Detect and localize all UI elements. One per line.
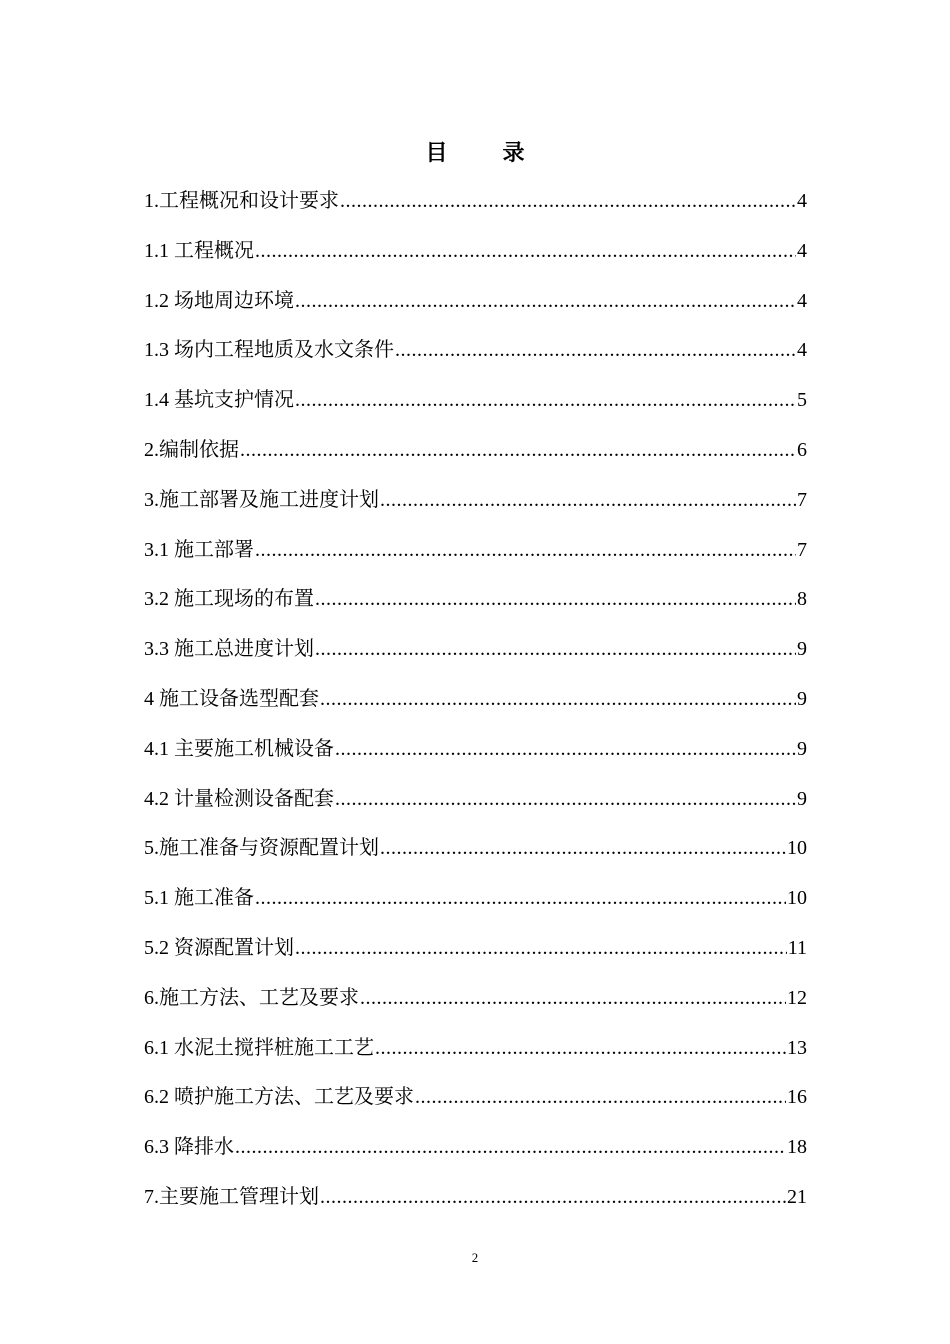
toc-entry[interactable] [144,1083,807,1133]
toc-entry[interactable] [144,1183,807,1233]
toc-entry-page: 11 [787,936,807,959]
toc-dot-leader [360,984,786,1012]
toc-entry-page: 5 [797,389,807,412]
toc-dot-leader [240,436,796,464]
toc-entry-label: 4.2 计量检测设备配套 [144,787,334,810]
toc-entry[interactable] [144,486,807,536]
toc-entry-label: 3.2 施工现场的布置 [144,588,314,611]
toc-entry[interactable] [144,536,807,586]
toc-entry-label: 6.1 水泥土搅拌桩施工工艺 [144,1036,374,1059]
toc-entry-page: 13 [787,1036,807,1059]
toc-entry[interactable] [144,685,807,735]
toc-dot-leader [255,884,786,912]
toc-dot-leader [335,735,796,763]
toc-dot-leader [235,1133,786,1161]
toc-entry-page: 9 [797,687,807,710]
toc-dot-leader [320,685,796,713]
toc-entry-label: 5.1 施工准备 [144,887,254,910]
toc-entry-label: 6.2 喷护施工方法、工艺及要求 [144,1086,414,1109]
toc-entry-page: 18 [787,1136,807,1159]
toc-entry-label: 1.工程概况和设计要求 [144,190,339,212]
toc-entry-label: 1.1 工程概况 [144,239,254,262]
toc-dot-leader [320,1183,786,1211]
toc-entry-page: 8 [797,588,807,611]
toc-entry-page: 9 [797,737,807,760]
toc-entry-page: 7 [797,488,807,511]
toc-title: 目 录 [425,140,525,165]
toc-entry[interactable] [144,187,807,237]
toc-dot-leader [295,386,796,414]
toc-entry[interactable] [144,934,807,984]
toc-entry[interactable] [144,336,807,386]
toc-entry[interactable] [144,436,807,486]
toc-dot-leader [380,834,786,862]
toc-entry-label: 1.4 基坑支护情况 [144,389,294,412]
toc-entry-page: 4 [797,190,807,212]
toc-entry-page: 6 [797,438,807,461]
toc-entry[interactable] [144,785,807,835]
toc-entry-label: 4 施工设备选型配套 [144,687,319,710]
toc-dot-leader [335,785,796,813]
toc-entry-page: 9 [797,787,807,810]
toc-entry-label: 7.主要施工管理计划 [144,1185,319,1208]
toc-dot-leader [295,287,796,315]
toc-dot-leader [395,336,796,364]
page-number: 2 [471,1250,479,1265]
toc-entry-page: 16 [787,1086,807,1109]
toc-dot-leader [315,635,796,663]
toc-entry-label: 1.3 场内工程地质及水文条件 [144,339,394,362]
toc-dot-leader [315,585,796,613]
toc-entry[interactable] [144,635,807,685]
toc-entry[interactable] [144,884,807,934]
toc-entry-page: 10 [787,887,807,910]
toc-entry-label: 3.3 施工总进度计划 [144,638,314,661]
toc-entry-label: 3.1 施工部署 [144,538,254,561]
toc-dot-leader [255,237,796,265]
toc-list [144,187,807,1233]
toc-entry[interactable] [144,237,807,287]
toc-entry-page: 4 [797,289,807,312]
toc-dot-leader [380,486,796,514]
toc-entry[interactable] [144,1133,807,1183]
toc-entry-page: 4 [797,339,807,362]
toc-entry-label: 4.1 主要施工机械设备 [144,737,334,760]
toc-entry-page: 10 [787,837,807,860]
toc-entry-page: 4 [797,239,807,262]
toc-entry[interactable] [144,834,807,884]
toc-entry[interactable] [144,1034,807,1084]
toc-entry-label: 5.施工准备与资源配置计划 [144,837,379,860]
toc-entry-label: 5.2 资源配置计划 [144,936,294,959]
toc-entry[interactable] [144,386,807,436]
toc-entry[interactable] [144,585,807,635]
toc-entry-label: 3.施工部署及施工进度计划 [144,488,379,511]
toc-dot-leader [255,536,796,564]
toc-dot-leader [415,1083,786,1111]
toc-entry[interactable] [144,984,807,1034]
toc-dot-leader [295,934,787,962]
toc-entry-page: 12 [787,986,807,1009]
toc-entry[interactable] [144,735,807,785]
toc-entry-page: 7 [797,538,807,561]
toc-entry-label: 6.施工方法、工艺及要求 [144,986,359,1009]
toc-dot-leader [340,187,796,215]
toc-entry[interactable] [144,287,807,337]
toc-entry-label: 1.2 场地周边环境 [144,289,294,312]
toc-entry-label: 2.编制依据 [144,438,239,461]
toc-entry-page: 9 [797,638,807,661]
toc-entry-label: 6.3 降排水 [144,1136,234,1159]
toc-dot-leader [375,1034,786,1062]
toc-entry-page: 21 [787,1185,807,1208]
